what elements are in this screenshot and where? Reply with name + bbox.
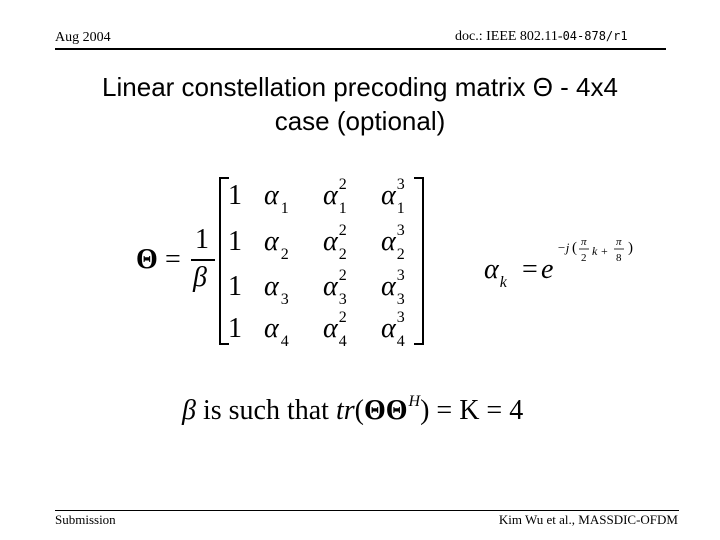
- matrix-cell-scripts: [396, 176, 406, 217]
- theta-lhs: Θ: [136, 244, 158, 275]
- header-doc-prefix: doc.: IEEE 802.11-: [455, 29, 563, 44]
- matrix-cell-sub: 1: [280, 200, 289, 217]
- matrix-cell-sub: 4: [280, 333, 289, 350]
- exp-base: e: [541, 254, 554, 285]
- matrix-cell: [323, 309, 348, 350]
- matrix-cell-sub: 2: [280, 246, 289, 263]
- header-rule: [55, 48, 666, 50]
- alpha-k-subscript: k: [499, 274, 507, 291]
- matrix-cell-base: α: [264, 271, 279, 302]
- matrix-cell: [264, 313, 289, 350]
- slide-title-line2: case (optional): [274, 106, 446, 136]
- matrix-cell: [228, 313, 242, 345]
- exponent: [556, 233, 644, 273]
- matrix-cell-sup: 3: [396, 176, 405, 193]
- exp-pi-1: π: [581, 236, 587, 248]
- matrix-cell-sub: 2: [396, 246, 405, 263]
- matrix-cell-sup: 3: [396, 309, 405, 326]
- fraction-bar: [191, 259, 215, 261]
- matrix-cell-scripts: [338, 309, 348, 350]
- matrix-cell-scripts: [338, 176, 348, 217]
- matrix-cell-sup: 2: [338, 222, 347, 239]
- frac-denominator: β: [193, 262, 207, 293]
- slide-title: [20, 70, 700, 138]
- matrix-cell-base: 1: [228, 180, 242, 211]
- matrix-cell: [228, 226, 242, 258]
- matrix-cell: [323, 176, 348, 217]
- matrix-cell-base: 1: [228, 226, 242, 257]
- beta-symbol: β: [182, 395, 196, 426]
- matrix-cell-scripts: [338, 267, 348, 308]
- matrix-cell-sub: 3: [280, 291, 289, 308]
- theta-theta: ΘΘ: [363, 395, 408, 426]
- hermitian-sup: H: [408, 393, 421, 410]
- matrix-cell-sup: 3: [396, 267, 405, 284]
- matrix-cell-scripts: [338, 222, 348, 263]
- matrix-cell-base: α: [381, 226, 396, 257]
- matrix-cell-base: α: [381, 313, 396, 344]
- beta-text: is such that: [195, 395, 336, 426]
- matrix-cell-base: α: [381, 180, 396, 211]
- exponent-svg: [556, 233, 644, 273]
- matrix-cell-sup: 2: [338, 309, 347, 326]
- matrix-cell-scripts: [396, 267, 406, 308]
- trace-close: ): [420, 395, 430, 426]
- matrix-cell-scripts: [396, 309, 406, 350]
- matrix-cell: [381, 222, 406, 263]
- matrix-cell-base: 1: [228, 271, 242, 302]
- matrix-right-bracket: [414, 177, 424, 345]
- matrix-cell: [381, 267, 406, 308]
- matrix-cell-base: α: [323, 313, 338, 344]
- matrix-cell-sup: 2: [338, 176, 347, 193]
- matrix-cell-base: α: [323, 226, 338, 257]
- matrix-cell-base: α: [264, 226, 279, 257]
- exp-8: 8: [616, 252, 622, 264]
- exp-2: 2: [581, 252, 587, 264]
- matrix-cell: [264, 271, 289, 308]
- exp-close-paren: ): [628, 240, 633, 256]
- matrix-cell-sub: 4: [396, 333, 405, 350]
- matrix-cell-sup: 2: [338, 267, 347, 284]
- matrix-cell-base: α: [323, 271, 338, 302]
- trace-open: (: [354, 395, 364, 426]
- matrix-cell-base: α: [264, 313, 279, 344]
- alpha-equals: =: [522, 254, 538, 285]
- matrix-cell-sub: 1: [396, 200, 405, 217]
- matrix-cell: [264, 180, 289, 217]
- frac-numerator: 1: [195, 224, 209, 255]
- exp-open-paren: (: [572, 240, 577, 256]
- matrix-cell-scripts: [396, 222, 406, 263]
- alpha-k-lhs: $\alpha_k$: [484, 254, 507, 291]
- footer-right: Kim Wu et al., MASSDIC-OFDM: [498, 512, 678, 527]
- matrix-cell-base: α: [323, 180, 338, 211]
- matrix-cell-sub: 1: [338, 200, 347, 217]
- matrix-cell: [381, 176, 406, 217]
- matrix-cell-sub: 3: [338, 291, 347, 308]
- matrix-cell-sub: 2: [338, 246, 347, 263]
- matrix-cell: [323, 222, 348, 263]
- matrix-cell-sup: 3: [396, 222, 405, 239]
- matrix-cell-sub: 3: [396, 291, 405, 308]
- matrix-cell-base: α: [381, 271, 396, 302]
- matrix-cell: [381, 309, 406, 350]
- beta-rest: = K = 4: [429, 395, 524, 426]
- exp-k: k: [592, 244, 598, 258]
- matrix-cell-base: α: [264, 180, 279, 211]
- slide-title-line1: Linear constellation precoding matrix Θ - 4x4: [102, 72, 618, 102]
- beta-condition: [182, 395, 523, 427]
- trace-op: tr: [335, 395, 355, 426]
- header-doc-id: [455, 29, 628, 45]
- matrix-cell: [228, 271, 242, 303]
- matrix-cell: [264, 226, 289, 263]
- theta-equals: =: [165, 244, 181, 275]
- footer-left: Submission: [55, 512, 116, 527]
- matrix-cell-sub: 4: [338, 333, 347, 350]
- matrix-cell: [228, 180, 242, 212]
- exp-minus-j: −j: [557, 240, 570, 255]
- matrix-cell-base: 1: [228, 313, 242, 344]
- header-date: Aug 2004: [55, 30, 111, 45]
- footer-rule: [55, 510, 679, 511]
- exp-plus: +: [601, 244, 608, 258]
- header-doc-number: 04-878/r1: [562, 29, 628, 43]
- exp-pi-2: π: [616, 236, 622, 248]
- matrix-cell: [323, 267, 348, 308]
